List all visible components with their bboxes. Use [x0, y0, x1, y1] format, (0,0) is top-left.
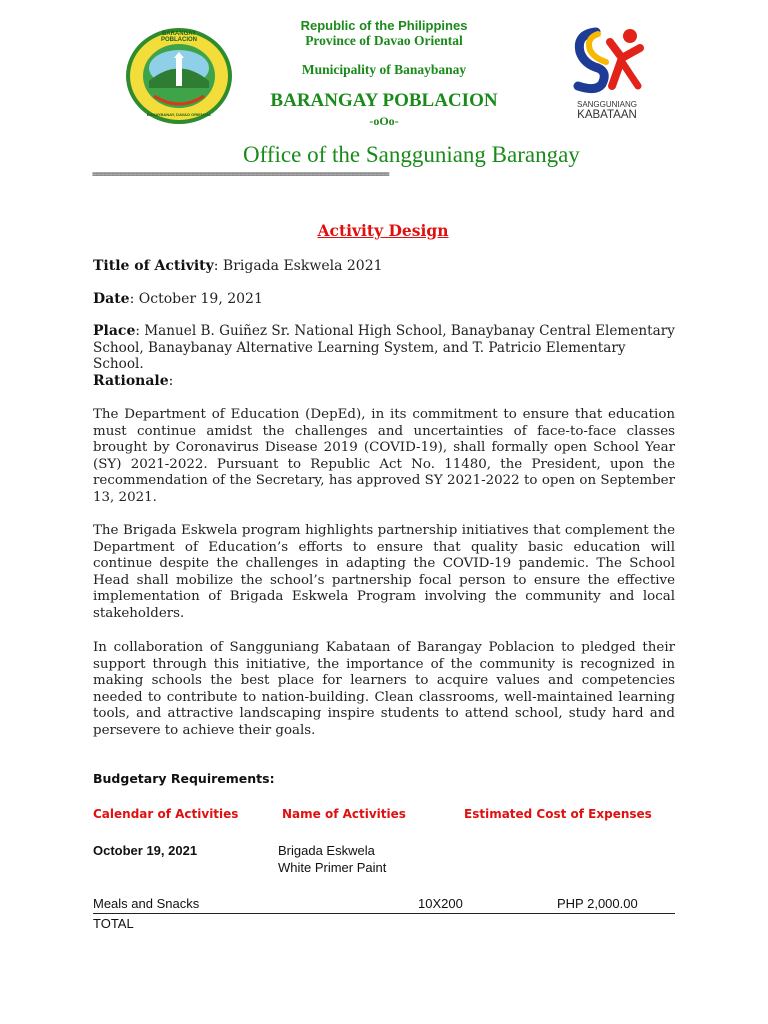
republic-line: Republic of the Philippines	[300, 18, 468, 33]
ornament: -oOo-	[369, 114, 399, 128]
row-date: October 19, 2021	[93, 843, 198, 858]
barangay-seal	[124, 26, 234, 126]
total-label: TOTAL	[93, 916, 134, 931]
meals-cost: PHP 2,000.00	[557, 896, 638, 911]
paragraph-2: The Brigada Eskwela program highlights partnership initiatives that complement the Department of Education’s efforts to ensure that quality basic education will continue despite the challenges in adapting the COVID-19 pandemic. The School Head shall mobilize the school’s partnership focal person to ensure the effective implementation of Brigada Eskwela Program involving the community and local stakeholders.	[93, 523, 675, 621]
place-label: Place	[93, 323, 136, 339]
title-value: : Brigada Eskwela 2021	[213, 258, 383, 274]
place-field	[93, 323, 677, 373]
title-of-activity	[93, 258, 383, 275]
sk-logo-line1: SANGGUNIANG	[576, 100, 637, 109]
sk-logo-line2: KABATAAN	[577, 109, 637, 121]
rationale-label: Rationale	[93, 373, 169, 389]
row-activity-1: Brigada Eskwela	[278, 843, 375, 858]
column-calendar: Calendar of Activities	[93, 807, 239, 821]
place-value: : Manuel B. Guiñez Sr. National High School, Banaybanay Central Elementary School, Banaybanay Alternative Learning System, and T. Patricio Elementary School.	[93, 323, 675, 373]
paragraph-3: In collaboration of Sangguniang Kabataan of Barangay Poblacion to pledged their support through this initiative, the importance of the community is recognized in making schools the best place for learners to acquire values and competencies needed to contribute to nation-building. Clean classrooms, well-maintained learning tools, and attractive landscaping inspire students to attend school, study hard and persevere to achieve their goals.	[93, 640, 675, 738]
row-activity-2: White Primer Paint	[278, 860, 387, 875]
municipality-line: Municipality of Banaybanay	[301, 62, 467, 77]
column-activity: Name of Activities	[282, 807, 406, 821]
barangay-name: BARANGAY POBLACION	[270, 90, 498, 111]
meals-label: Meals and Snacks	[93, 896, 200, 911]
total-divider	[93, 913, 675, 914]
date-value: : October 19, 2021	[129, 291, 263, 307]
budget-heading: Budgetary Requirements:	[93, 771, 275, 786]
date-label: Date	[93, 291, 130, 307]
column-cost: Estimated Cost of Expenses	[464, 807, 652, 821]
province-line: Province of Davao Oriental	[305, 33, 463, 48]
date-field	[93, 291, 263, 308]
title-label: Title of Activity	[93, 258, 214, 274]
rationale-heading	[93, 373, 173, 390]
paragraph-1: The Department of Education (DepEd), in its commitment to ensure that education must continue amidst the challenges and uncertainties of face-to-face classes brought by Coronavirus Disease 2019 (COVID-19), shall formally open School Year (SY) 2021-2022. Pursuant to Republic Act No. 11480, the President, upon the recommendation of the Secretary, has approved SY 2021-2022 to open on September 13, 2021.	[93, 407, 675, 505]
rationale-colon: :	[168, 373, 174, 389]
header-separator: ==========================================================================	[92, 170, 388, 180]
seal-top-text: BARANGAY POBLACION	[161, 31, 197, 43]
meals-qty: 10X200	[418, 896, 463, 911]
seal-bottom-text: BANAYBANAY, DAVAO ORIENTAL	[146, 112, 212, 117]
sk-logo	[568, 24, 646, 124]
document-title: Activity Design	[317, 221, 449, 240]
office-title: Office of the Sangguniang Barangay	[243, 142, 580, 167]
